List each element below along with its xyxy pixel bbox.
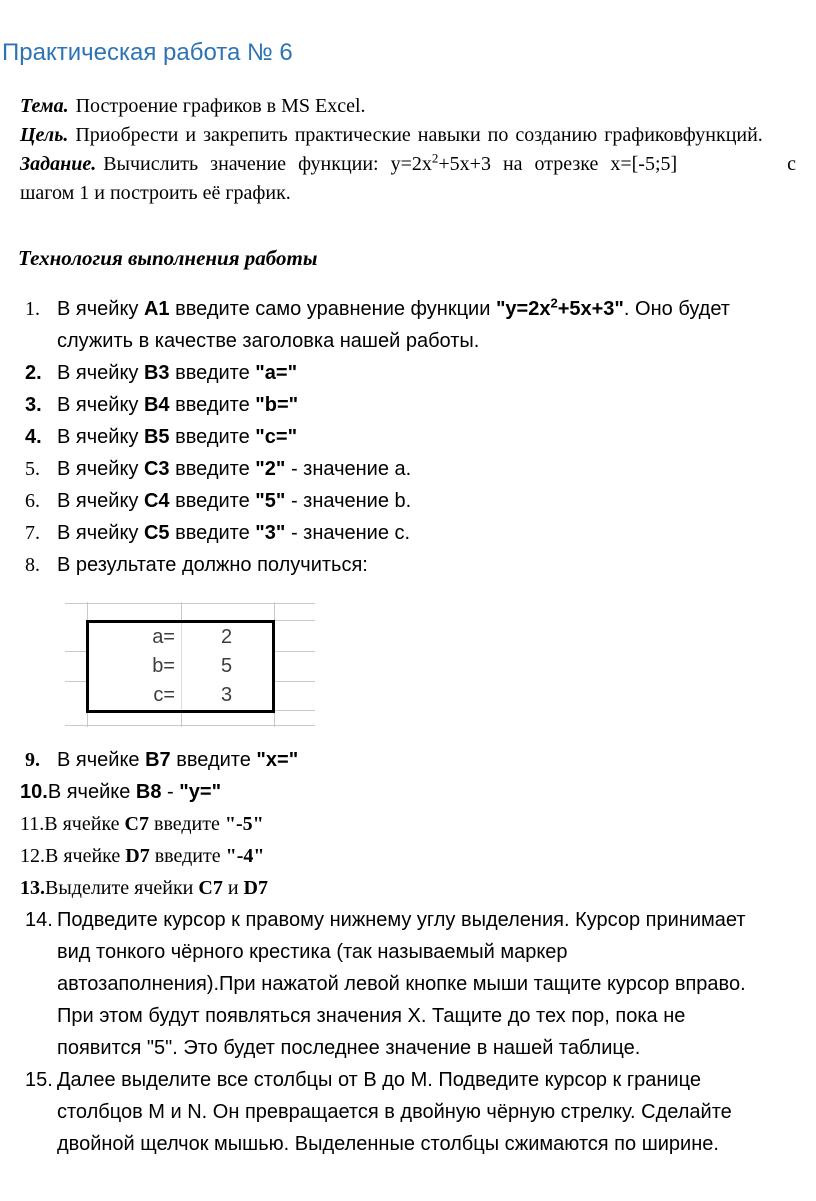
item-text: В8 — [135, 781, 162, 803]
item-number: 4. — [25, 426, 42, 448]
item-number: 6. — [25, 490, 40, 512]
list-item-11 — [0, 808, 800, 840]
item-number: 7. — [25, 522, 40, 544]
item-text: введите само уравнение функции — [169, 298, 496, 320]
item-text: В ячейку — [57, 362, 144, 384]
item-number: 8. — [25, 554, 40, 576]
item-text: В ячейку — [57, 458, 144, 480]
list-item-14 — [0, 904, 800, 1064]
section-heading: Технология выполнения работы — [18, 246, 318, 270]
list-item-9 — [0, 744, 800, 776]
zadanie-tail-word: с — [787, 153, 796, 175]
excel-cell-value: 3 — [220, 684, 233, 706]
excel-cell-label: a= — [152, 626, 175, 648]
excel-gridline — [275, 620, 315, 621]
item-text: При этом будут появляться значения X. Тащите до тех пор, пока не — [57, 1005, 686, 1027]
list-item-2 — [0, 357, 800, 389]
intro-tsel — [20, 121, 800, 150]
excel-cell-value: 5 — [220, 655, 233, 677]
item-text: автозаполнения).При нажатой левой кнопке мыши тащите курсор вправо. — [57, 973, 746, 995]
list-item-12 — [0, 840, 800, 872]
item-text: "y=2x — [495, 298, 551, 320]
item-text: С3 — [143, 458, 170, 480]
intro-zadanie — [20, 150, 800, 208]
list-item-1 — [0, 293, 800, 357]
item-text: "x=" — [256, 749, 299, 771]
zadanie-label: Задание. — [20, 153, 97, 175]
item-text: "a=" — [255, 362, 298, 384]
item-text: двойной щелчок мышью. Выделенные столбцы сжимаются по ширине. — [57, 1133, 719, 1155]
item-text: В5 — [143, 426, 170, 448]
item-text: служить в качестве заголовка нашей работы. — [57, 330, 480, 352]
item-text: - значение b. — [285, 490, 412, 512]
zadanie-formula-left: Вычислить значение функции: y=2x — [103, 153, 432, 175]
zadanie-line2: шагом 1 и построить её график. — [20, 182, 291, 204]
item-text: С7 — [198, 877, 223, 899]
item-text: . Оно будет — [623, 298, 730, 320]
item-number: 1. — [25, 298, 40, 320]
item-text: введите — [169, 522, 256, 544]
tema-text: Построение графиков в MS Excel. — [75, 95, 366, 117]
item-text: "b=" — [255, 394, 299, 416]
item-text: введите — [169, 394, 256, 416]
list-item-6 — [0, 485, 800, 517]
item-text: В ячейку — [57, 298, 144, 320]
excel-column-divider — [181, 623, 182, 710]
item-text: С7 — [124, 813, 149, 835]
excel-cell-value: 2 — [220, 626, 233, 648]
item-text: В3 — [143, 362, 170, 384]
item-number: 2. — [25, 362, 42, 384]
item-text: "5" — [255, 490, 286, 512]
item-number: 5. — [25, 458, 40, 480]
item-text: введите — [169, 426, 256, 448]
excel-cell-label: b= — [152, 655, 175, 677]
item-text: В ячейке — [45, 845, 126, 867]
instruction-list — [0, 293, 800, 1160]
item-text: А1 — [143, 298, 170, 320]
item-text: В ячейку — [57, 522, 144, 544]
item-text: D7 — [243, 877, 268, 899]
item-text: "c=" — [255, 426, 298, 448]
item-text: появится "5". Это будет последнее значение в нашей таблице. — [57, 1037, 641, 1059]
item-text: "3" — [255, 522, 286, 544]
item-number: 12. — [20, 845, 45, 867]
item-text: вид тонкого чёрного крестика (так называемый маркер — [57, 941, 568, 963]
list-item-8 — [0, 549, 800, 581]
list-item-13 — [0, 872, 800, 904]
item-text: С4 — [143, 490, 170, 512]
intro-tema — [20, 92, 800, 121]
item-number: 13. — [20, 877, 45, 899]
item-text: В ячейке — [57, 749, 146, 771]
document-page — [0, 38, 816, 1201]
superscript-2: 2 — [431, 150, 439, 166]
list-item-5 — [0, 453, 800, 485]
item-text: "-4" — [225, 845, 265, 867]
item-number: 11. — [20, 813, 45, 835]
excel-cell-label: c= — [153, 684, 175, 706]
item-text: Далее выделите все столбцы от В до М. Подведите курсор к границе — [57, 1069, 701, 1091]
list-item-4 — [0, 421, 800, 453]
item-number: 10. — [20, 781, 48, 803]
item-text: - — [161, 781, 180, 803]
item-text: Выделите ячейки — [45, 877, 199, 899]
list-item-3 — [0, 389, 800, 421]
list-item-15 — [0, 1064, 800, 1160]
tsel-text: Приобрести и закрепить практические навыки по созданию графиковфункций. — [75, 124, 763, 146]
item-number: 14. — [25, 909, 53, 931]
item-text: Подведите курсор к правому нижнему углу выделения. Курсор принимает — [57, 909, 746, 931]
zadanie-formula-right: +5x+3 на отрезке x=[-5;5] — [438, 153, 678, 175]
item-text: "-5" — [224, 813, 264, 835]
item-text: В ячейке — [44, 813, 125, 835]
item-text: В7 — [145, 749, 171, 771]
item-text: В ячейку — [57, 490, 144, 512]
item-text: введите — [149, 813, 225, 835]
item-text: столбцов М и N. Он превращается в двойную чёрную стрелку. Сделайте — [57, 1101, 732, 1123]
excel-gridline — [65, 603, 315, 604]
list-item-7 — [0, 517, 800, 549]
item-text: "2" — [255, 458, 286, 480]
excel-table-figure — [58, 595, 330, 738]
item-text: D7 — [125, 845, 150, 867]
item-text: введите — [170, 749, 257, 771]
item-text: В ячейку — [57, 426, 144, 448]
item-number: 3. — [25, 394, 42, 416]
item-text: 2 — [550, 295, 558, 311]
item-text: введите — [169, 490, 256, 512]
item-text: и — [222, 877, 244, 899]
item-text: введите — [169, 458, 256, 480]
item-number: 15. — [25, 1069, 53, 1091]
page-title: Практическая работа № 6 — [2, 39, 293, 66]
item-text: введите — [149, 845, 226, 867]
item-text: +5x+3" — [557, 298, 624, 320]
item-text: - значение a. — [285, 458, 412, 480]
excel-gridline — [65, 725, 315, 726]
list-item-10 — [0, 776, 800, 808]
item-text: В ячейке — [47, 781, 136, 803]
tsel-label: Цель. — [20, 124, 69, 146]
item-text: - значение c. — [285, 522, 411, 544]
item-text: В результате должно получиться: — [57, 554, 368, 576]
excel-gridline — [275, 710, 315, 711]
item-text: В4 — [143, 394, 170, 416]
item-text: С5 — [143, 522, 170, 544]
item-text: введите — [169, 362, 256, 384]
zadanie-line1 — [20, 150, 800, 179]
item-text: В ячейку — [57, 394, 144, 416]
tema-label: Тема. — [20, 95, 69, 117]
excel-selection-border — [86, 620, 275, 713]
item-text: "y=" — [179, 781, 222, 803]
item-number: 9. — [25, 749, 40, 771]
